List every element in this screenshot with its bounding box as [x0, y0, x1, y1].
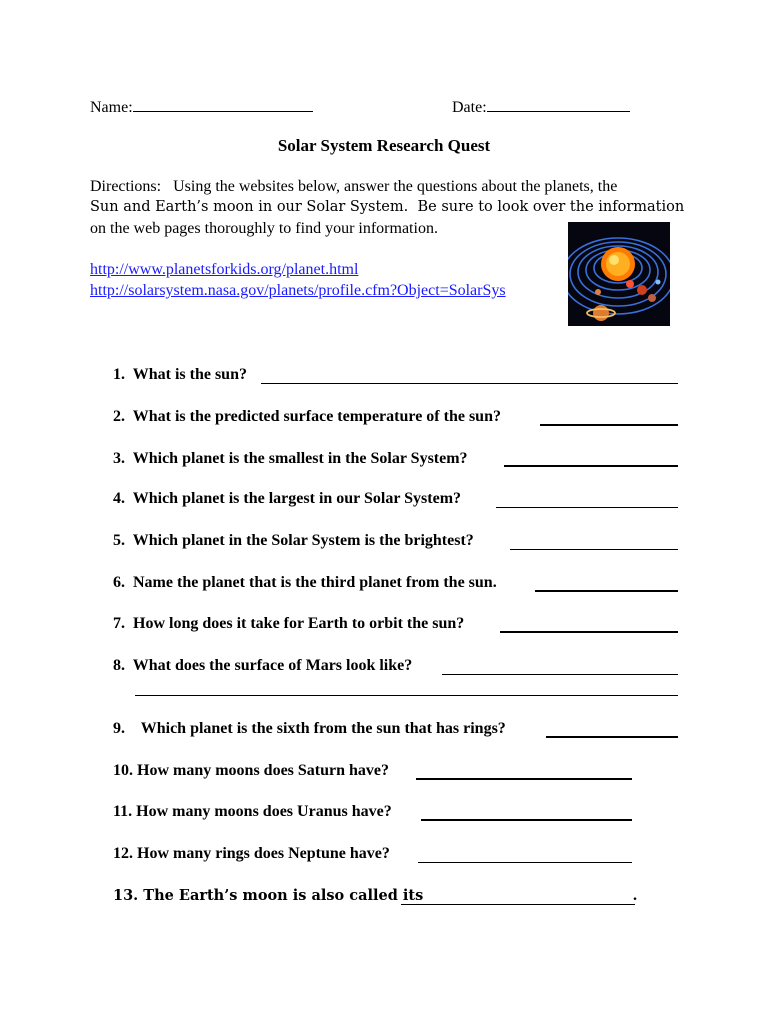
question-number: 10. [113, 762, 133, 779]
question-text: What is the predicted surface temperature of the sun? [132, 408, 501, 425]
answer-line-6[interactable] [535, 590, 678, 592]
question-number: 7. [113, 615, 125, 632]
question-8 [113, 657, 412, 675]
solar-system-image [568, 222, 670, 326]
answer-line-10[interactable] [416, 778, 632, 780]
question-text: What does the surface of Mars look like? [132, 657, 413, 674]
name-field [90, 95, 313, 117]
answer-line-8[interactable] [442, 674, 678, 675]
question-number: 3. [113, 450, 125, 467]
question-number: 11. [113, 803, 133, 820]
question-number: 13. [113, 887, 139, 904]
question-text: How many moons does Saturn have? [137, 762, 390, 779]
question-13 [113, 887, 423, 904]
question-2 [113, 408, 501, 426]
question-7 [113, 615, 464, 633]
answer-line-13[interactable] [401, 904, 635, 905]
question-10 [113, 762, 389, 780]
question-number: 1. [113, 366, 125, 383]
question-number: 2. [113, 408, 125, 425]
question-text: How many moons does Uranus have? [136, 803, 392, 820]
question-text: Which planet is the smallest in the Solar System? [132, 450, 468, 467]
question-number: 5. [113, 532, 125, 549]
question-number: 9. [113, 720, 125, 737]
link-nasa-solarsystem[interactable]: http://solarsystem.nasa.gov/planets/profile.cfm?Object=SolarSys [90, 282, 506, 299]
date-blank[interactable] [487, 95, 630, 112]
answer-line-3[interactable] [504, 465, 678, 467]
answer-line-8b[interactable] [135, 695, 678, 696]
question-number: 4. [113, 490, 125, 507]
link-planetsforkids[interactable]: http://www.planetsforkids.org/planet.html [90, 261, 359, 278]
directions-line-1: Directions: Using the websites below, answer the questions about the planets, the [90, 178, 618, 195]
question-3 [113, 450, 468, 468]
answer-line-2[interactable] [540, 424, 678, 426]
question-text: Which planet in the Solar System is the brightest? [132, 532, 474, 549]
question-number: 8. [113, 657, 125, 674]
question-5 [113, 532, 474, 550]
question-4 [113, 490, 461, 508]
question-1 [113, 366, 247, 384]
date-field [452, 95, 630, 117]
answer-line-11[interactable] [421, 819, 632, 821]
question-text: Which planet is the largest in our Solar System? [132, 490, 462, 507]
question-number: 6. [113, 574, 125, 591]
page-title: Solar System Research Quest [277, 136, 491, 155]
answer-line-5[interactable] [510, 549, 678, 550]
question-text: The Earth’s moon is also called its [143, 887, 424, 904]
name-blank[interactable] [133, 95, 313, 112]
question-13-period: . [633, 887, 637, 904]
question-text: Name the planet that is the third planet from the sun. [133, 574, 497, 591]
question-6 [113, 574, 497, 592]
answer-line-1[interactable] [261, 383, 678, 384]
answer-line-7[interactable] [500, 631, 678, 633]
question-9 [113, 720, 506, 738]
answer-line-4[interactable] [496, 507, 678, 508]
directions-line-3: on the web pages thoroughly to find your information. [90, 220, 438, 237]
question-text: What is the sun? [132, 366, 247, 383]
question-text: How many rings does Neptune have? [137, 845, 390, 862]
name-label: Name: [90, 99, 133, 116]
answer-line-9[interactable] [546, 736, 678, 738]
answer-line-12[interactable] [418, 862, 632, 863]
question-text: How long does it take for Earth to orbit the sun? [133, 615, 465, 632]
question-11 [113, 803, 392, 821]
directions-line-2: Sun and Earth’s moon in our Solar System. Be sure to look over the information [90, 199, 685, 215]
question-number: 12. [113, 845, 133, 862]
question-text: Which planet is the sixth from the sun that has rings? [140, 720, 506, 737]
date-label: Date: [452, 99, 487, 116]
question-12 [113, 845, 390, 863]
